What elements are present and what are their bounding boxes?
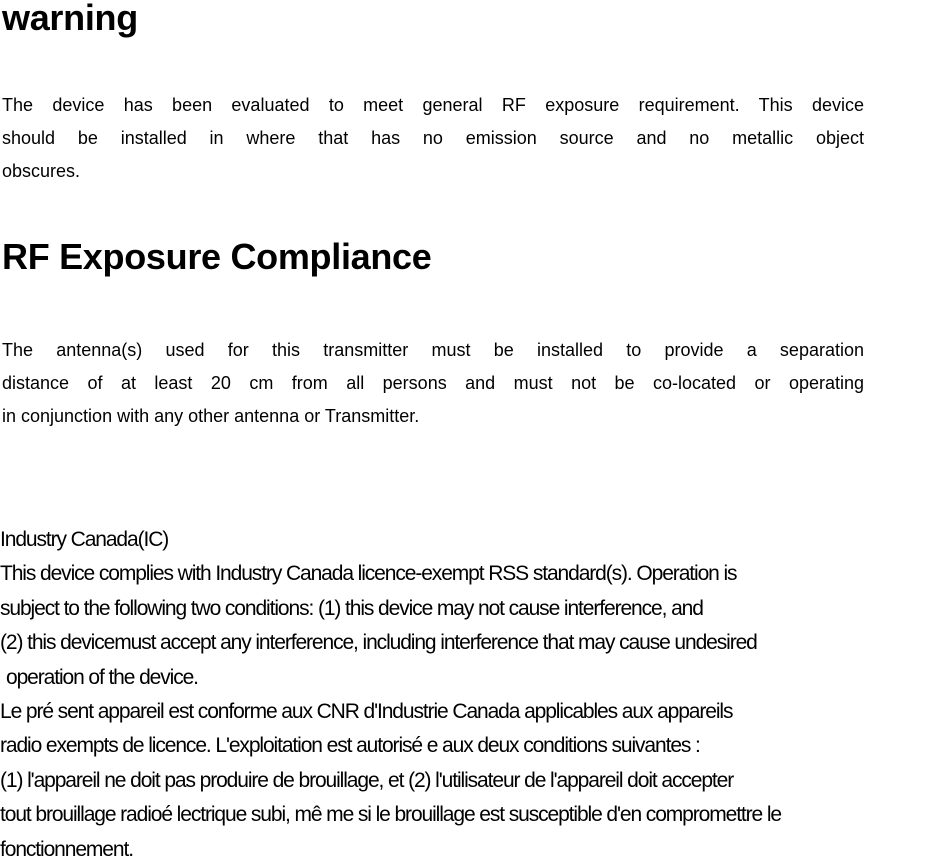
- industry-canada-french-line: Le pré sent appareil est conforme aux CNR d'Industrie Canada applicables aux appareils: [0, 700, 733, 724]
- rf-exposure-line: in conjunction with any other antenna or Transmitter.: [2, 406, 420, 426]
- industry-canada-french-line: fonctionnement.: [0, 837, 133, 861]
- warning-paragraph: [2, 89, 864, 188]
- warning-heading: warning: [2, 0, 138, 38]
- industry-canada-line: This device complies with Industry Canada licence-exempt RSS standard(s). Operation is: [0, 562, 737, 586]
- rf-exposure-line: The antenna(s) used for this transmitter must be installed to provide a separation: [2, 340, 864, 360]
- rf-exposure-paragraph: [2, 334, 864, 433]
- rf-exposure-heading: RF Exposure Compliance: [2, 236, 432, 277]
- rf-exposure-line: distance of at least 20 cm from all persons and must not be co-located or operating: [2, 373, 864, 393]
- industry-canada-french-line: (1) l'appareil ne doit pas produire de brouillage, et (2) l'utilisateur de l'appareil doit accepter: [0, 768, 734, 792]
- industry-canada-french-line: tout brouillage radioé lectrique subi, mê me si le brouillage est susceptible d'en compromettre le: [0, 803, 782, 827]
- industry-canada-heading: Industry Canada(IC): [0, 528, 169, 551]
- industry-canada-line: operation of the device.: [6, 665, 198, 689]
- industry-canada-section: [0, 523, 938, 867]
- warning-line: should be installed in where that has no emission source and no metallic object: [2, 128, 864, 148]
- industry-canada-line: (2) this devicemust accept any interference, including interference that may cause undesired: [0, 631, 757, 655]
- warning-line: obscures.: [2, 161, 81, 181]
- warning-line: The device has been evaluated to meet general RF exposure requirement. This device: [2, 95, 864, 115]
- industry-canada-line: subject to the following two conditions: (1) this device may not cause interference, and: [0, 596, 703, 620]
- industry-canada-french-line: radio exempts de licence. L'exploitation est autorisé e aux deux conditions suivantes :: [0, 734, 700, 758]
